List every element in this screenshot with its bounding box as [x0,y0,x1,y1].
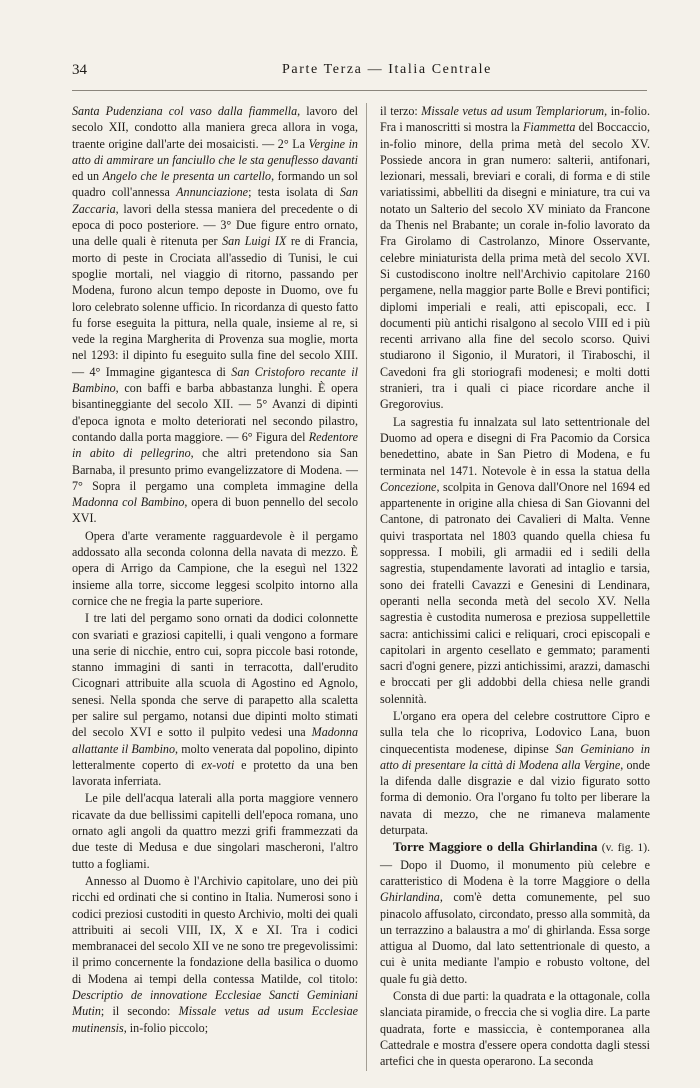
header-rule [72,90,647,91]
paragraph-ghirlandina-tower: Torre Maggiore o della Ghirlandina (v. fig. 1). — Dopo il Duomo, il monumento più celebre e caratteristico di Modena è la torre Maggiore o della Ghirlandina, com'è detta comunemente, pel suo pinacolo affusolato, circondato, presso alla sommità, da un terrazzino a balaustra a mo' di ghirlanda. Essa sorge attigua al Duomo, dal lato settentrionale di questo, a cui è unita mediante l'ampio e robusto voltone, del quale fu già detto. [380,839,651,986]
column-divider [366,103,367,1071]
paragraph-archive: Annesso al Duomo è l'Archivio capitolare, uno dei più ricchi ed ordinati che si contino in Italia. Numerosi sono i codici preziosi custoditi in questo Archivio, molti dei quali attribuiti ai secoli VIII, IX, X e XI. Tra i codici membranacei del secolo XII ve ne sono tre pregevolissimi: il primo concernente la fondazione della basilica o duomo di Modena ai tempi della contessa Matilde, col titolo: Descriptio de innovatione Ecclesiae Sancti Geminiani Mutin; il secondo: Missale vetus ad usum Ecclesiae mutinensis, in-folio piccolo; [72,873,359,1035]
paragraph-pergamo-details: I tre lati del pergamo sono ornati da dodici colonnette con svariati e graziosi capitelli, i quali vengono a formare una serie di nicchie, entro cui, sopra piccole basi rotonde, stanno immagini di santi in terracotta, dall'erudito Cicognari attribuite alla scuola di Agostino ed Agnolo, senesi. Nella sponda che serve di parapetto alla scaletta per salire sul pergamo, notansi due dipinti molto stimati del secolo XVI e sotto il pulpito vedesi una Madonna allattante il Bambino, molto venerata dal popolino, dipinto letteralmente coperto di ex-voti e protetto da una ben lavorata inferriata. [72,611,358,789]
right-column [380,103,650,1070]
paragraph-frescoes-list: Santa Pudenziana col vaso dalla fiammella, lavoro del secolo XII, condotto alla maniera greca allora in voga, traente origine dall'arte dei mosaicisti. — 2° La Vergine in atto di ammirare un fanciullo che le sta genuflesso davanti ed un Angelo che le presenta un cartello, formando un sol quadro coll'annessa Annunciazione; testa isolata di San Zaccaria, lavori della stessa maniera del precedente o di epoca di poco posteriore. — 3° Due figure entro ornato, una delle quali è ritenuta per San Luigi IX re di Francia, morto di peste in Crociata all'assedio di Tunisi, le cui spoglie mortali, nel viaggio di ritorno, passando per Modena, furono alcun tempo deposte in Duomo, ove fu loro celebrato solenne ufficio. In ricordanza di questo fatto fu forse eseguita la pittura, nella quale, insieme al re, si vede la regina Margherita di Provenza sua moglie, morta nel 1293: il dipinto fu eseguito sulla fine del secolo XIII. — 4° Immagine gigantesca di San Cristoforo recante il Bambino, con baffi e barba abbastanza lunghi. È opera bisantineggiante del secolo XII. — 5° Avanzi di dipinti d'epoca ignota e molto deteriorati nel secondo pilastro, contando dalla porta maggiore. — 6° Figura del Redentore in abito di pellegrino, che altri pretendono sia San Barnaba, il presunto primo evangelizzatore di Modena. — 7° Sopra il pergamo una completa immagine della Madonna col Bambino, opera di buon pennello del secolo XVI. [72,104,359,526]
paragraph-organ: L'organo era opera del celebre costruttore Cipro e sulla tela che lo ricopriva, Lodovico Lana, buon cinquecentista modenese, dipinse San Geminiano in atto di presentare la città di Modena alla Vergine, onde la difenda dalle disgrazie e dal vizio figurato sotto forma di demonio. Ora l'organo fu tolto per liberare la navata di mezzo, che ne rimaneva malamente deturpata. [380,708,650,838]
section-heading: Torre Maggiore o della Ghirlandina [393,839,598,855]
paragraph-tower-parts: Consta di due parti: la quadrata e la ottagonale, colla slanciata piramide, o freccia che si voglia dire. La parte quadrata, forte e massiccia, è contemporanea alla Cattedrale e mostra d'essere opera condotta dagli stessi artefici che in questa operarono. La seconda [380,989,650,1069]
left-column [72,103,358,1036]
page-number: 34 [72,62,87,78]
paragraph-sacristy: La sagrestia fu innalzata sul lato settentrionale del Duomo ad opera e disegni di Fra Pacomio da Corsica benedettino, abate in San Pietro di Modena, e fu terminata nel 1471. Notevole è in essa la statua della Concezione, scolpita in Genova dall'Onore nel 1694 ed appartenente in origine alla chiesa di San Giovanni del Cantone, di patronato dei Cavalieri di Malta. Venne quivi trasportata nel 1803 quando quella chiesa fu soppressa. I mobili, gli armadii ed i sedili della sagrestia, stupendamente lavorati ad intaglio e tarsia, sono dei fratelli Cavazzi e Genesini di Lendinara, operanti nella seconda metà del secolo XV. Nella sagrestia è custodita numerosa e preziosa suppellettile sacra: antichissimi calici e reliquari, croci episcopali e capitolari in argento cesellato e gemmato; paramenti sacri d'ogni genere, pizzi antichissimi, arazzi, damaschi e broccati per gli addobbi della chiesa nelle grandi solennità. [380,414,650,706]
page-header [72,62,647,86]
paragraph-pergamo: Opera d'arte veramente ragguardevole è il pergamo addossato alla seconda colonna della navata di mezzo. È opera di Arrigo da Campione, che la eseguì nel 1322 insieme alla torre, siccome leggesi scolpito intorno alla cornice che ne fregia la parte superiore. [72,528,358,608]
figure-reference: (v. fig. 1). [597,842,651,855]
paragraph-holy-water-fonts: Le pile dell'acqua laterali alla porta maggiore vennero ricavate da due bellissimi capitelli dell'epoca romana, uno ornato agli angoli da quattro mezzi grifi frammezzati da due teste di Medusa e due singolari mascheroni, l'altro tutto a fogliami. [72,791,358,871]
paragraph-archive-continued: il terzo: Missale vetus ad usum Templariorum, in-folio. Fra i manoscritti si mostra la Fiammetta del Boccaccio, in-folio minore, della prima metà del secolo XV. Possiede ancora in gran numero: salterii, antifonari, lezionari, messali, breviari e corali, di forma e di stile variatissimi, abbelliti da disegni e miniature, tra cui va notato un Salterio del secolo XV miniato da Francone da Thenis nel Brabante; un corale in-folio lavorato da Fra Girolamo di Castrolanzo, Minore Osservante, celebre miniaturista della prima metà del secolo XVI. Si custodiscono inoltre nell'Archivio capitolare 2160 pergamene, nella maggior parte Bolle e Brevi pontifici; diplomi imperiali e reali, atti episcopali, ecc. I documenti più antichi risalgono al secolo VIII ed i più recenti arrivano alla fine del secolo scorso. Quivi studiarono il Sigonio, il Muratori, il Tiraboschi, il Cavedoni fra gli storiografi modenesi; e molti dotti stranieri, tra i quali ci piace ricordare anche il Gregorovius. [380,104,650,412]
running-title: Parte Terza — Italia Centrale [282,62,492,77]
